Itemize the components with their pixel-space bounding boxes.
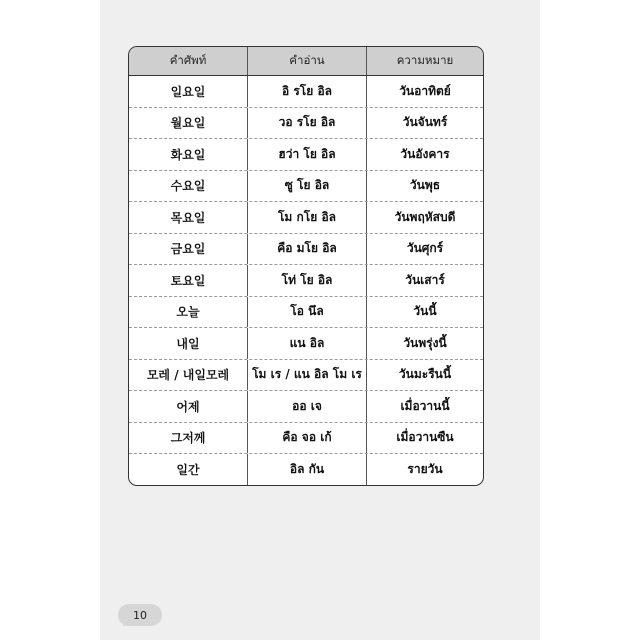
meaning: รายวัน xyxy=(407,461,443,476)
table-row xyxy=(129,360,483,392)
header-word: คำศัพท์ xyxy=(129,47,248,75)
pronunciation: คือ จอ เก้ xyxy=(248,423,367,454)
meaning: วันศุกร์ xyxy=(406,241,444,256)
table-row xyxy=(129,265,483,297)
meaning: วันจันทร์ xyxy=(402,115,448,130)
pronunciation: โอ นึล xyxy=(248,297,367,328)
korean-word: 오늘 xyxy=(129,297,248,328)
korean-word: 토요일 xyxy=(129,265,248,296)
pronunciation: คือ มโย อิล xyxy=(248,234,367,265)
pronunciation: ออ เจ xyxy=(248,391,367,422)
header-meaning: ความหมาย xyxy=(396,53,454,67)
korean-word: 모레 / 내일모레 xyxy=(129,360,248,391)
table-row xyxy=(129,328,483,360)
table-row xyxy=(129,234,483,266)
meaning: วันพรุ่งนี้ xyxy=(403,335,447,350)
pronunciation: อิ รโย อิล xyxy=(248,76,367,107)
korean-word: 어제 xyxy=(129,391,248,422)
table-row xyxy=(129,297,483,329)
meaning: เมื่อวานนี้ xyxy=(400,398,450,413)
meaning: วันเสาร์ xyxy=(405,272,445,287)
korean-word: 내일 xyxy=(129,328,248,359)
korean-word: 그저께 xyxy=(129,423,248,454)
meaning: วันอาทิตย์ xyxy=(399,83,451,98)
table-row xyxy=(129,454,483,485)
table-row xyxy=(129,108,483,140)
table-header xyxy=(129,47,483,76)
korean-word: 일요일 xyxy=(129,76,248,107)
pronunciation: แน อิล xyxy=(248,328,367,359)
korean-word: 목요일 xyxy=(129,202,248,233)
meaning: วันนี้ xyxy=(413,304,437,319)
pronunciation: อิล กัน xyxy=(248,454,367,485)
header-pronunciation: คำอ่าน xyxy=(248,47,367,75)
table-row xyxy=(129,423,483,455)
vocabulary-table xyxy=(128,46,484,486)
pronunciation: วอ รโย อิล xyxy=(248,108,367,139)
table-row xyxy=(129,139,483,171)
korean-word: 금요일 xyxy=(129,234,248,265)
pronunciation: โม กโย อิล xyxy=(248,202,367,233)
meaning: วันมะรืนนี้ xyxy=(398,367,452,382)
meaning: วันอังคาร xyxy=(400,146,450,161)
meaning: เมื่อวานซืน xyxy=(396,430,454,445)
korean-word: 수요일 xyxy=(129,171,248,202)
page-number: 10 xyxy=(133,608,147,622)
pronunciation: โม เร / แน อิล โม เร xyxy=(248,360,367,391)
table-row xyxy=(129,171,483,203)
page-number-badge xyxy=(118,604,162,626)
table-row xyxy=(129,202,483,234)
table-row xyxy=(129,76,483,108)
book-page xyxy=(100,0,540,640)
korean-word: 월요일 xyxy=(129,108,248,139)
meaning: วันพุธ xyxy=(409,178,441,193)
pronunciation: ซู โย อิล xyxy=(248,171,367,202)
pronunciation: โท่ โย อิล xyxy=(248,265,367,296)
meaning: วันพฤหัสบดี xyxy=(394,209,456,224)
korean-word: 화요일 xyxy=(129,139,248,170)
table-row xyxy=(129,391,483,423)
korean-word: 일간 xyxy=(129,454,248,485)
pronunciation: ฮว่า โย อิล xyxy=(248,139,367,170)
